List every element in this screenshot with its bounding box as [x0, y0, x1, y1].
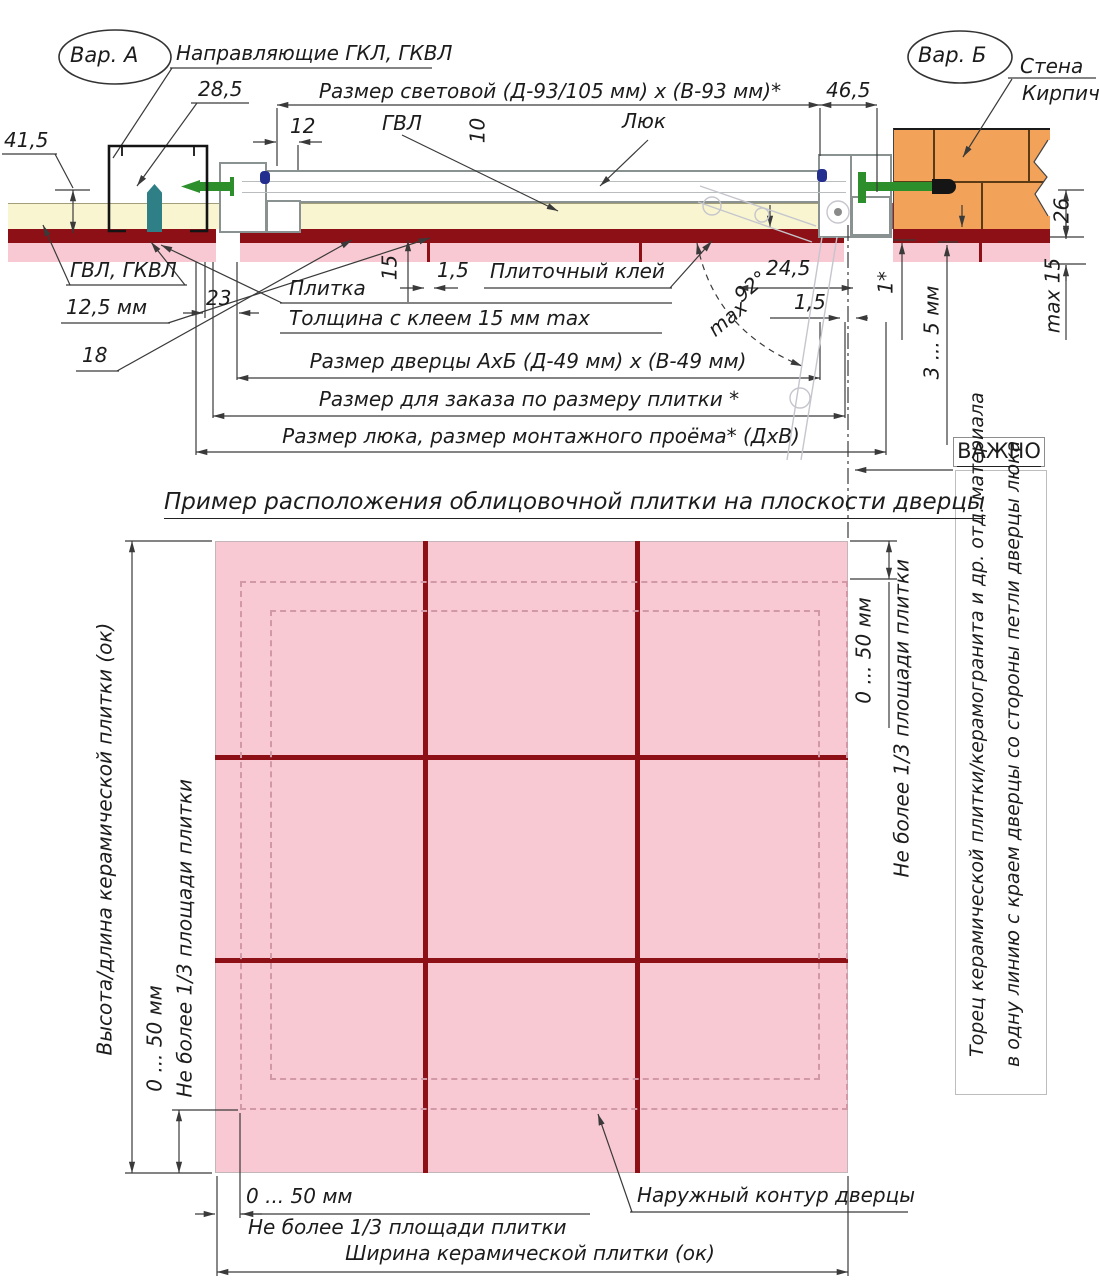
- important-title: ВАЖНО: [953, 440, 1045, 463]
- dim-23: 23: [206, 286, 232, 310]
- tile-layout-title: [164, 489, 986, 515]
- important-note-line1: Торец керамической плитки/керамогранита и др. отд. материала: [966, 392, 989, 1057]
- variant-a-label: Вар. А: [70, 43, 139, 67]
- offset-label-left: 0 ... 50 мм: [142, 985, 167, 1092]
- third-rule-label-left: Не более 1/3 площади плитки: [172, 778, 197, 1098]
- dim-18: 18: [82, 343, 108, 367]
- order-size-label: Размер для заказа по размеру плитки *: [318, 387, 740, 411]
- dim-24-5: 24,5: [766, 256, 811, 280]
- light-size-label: Размер световой (Д-93/105 мм) х (В-93 мм)*: [318, 79, 782, 103]
- third-rule-label-bottom: Не более 1/3 площади плитки: [248, 1215, 567, 1239]
- door-size-label: Размер дверцы АхБ (Д-49 мм) х (В-49 мм): [309, 349, 747, 373]
- offset-label-right: 0 ... 50 мм: [851, 597, 876, 704]
- dim-28-5: 28,5: [198, 77, 243, 101]
- dim-92deg: 92°: [729, 265, 772, 307]
- dim-1-5-edge: 1,5: [794, 290, 826, 314]
- dim-92deg-max: max: [703, 294, 752, 342]
- gkl-track-profile: [109, 146, 207, 231]
- gvl-gkvl-label: ГВЛ, ГКВЛ: [70, 258, 177, 282]
- outer-contour-label: Наружный контур дверцы: [637, 1183, 916, 1207]
- hatch-label: Люк: [622, 109, 666, 133]
- tile-height-label: Высота/длина керамической плитки (ок): [92, 622, 117, 1056]
- tile-layout-title-text: Пример расположения облицовочной плитки на плоскости дверцы: [164, 489, 985, 519]
- dim-12: 12: [290, 114, 316, 138]
- guides-label: Направляющие ГКЛ, ГКВЛ: [176, 41, 453, 65]
- tile-label: Плитка: [289, 276, 366, 300]
- hatch-size-label: Размер люка, размер монтажного проёма* (ДхВ): [282, 424, 800, 448]
- glue-thickness-label: Толщина с клеем 15 мм max: [289, 306, 590, 330]
- dim-max15: max 15: [1040, 257, 1065, 334]
- tile-glue-label: Плиточный клей: [490, 259, 665, 283]
- wall-label-line1: Стена: [1020, 54, 1084, 78]
- dim-46-5: 46,5: [826, 78, 871, 102]
- third-rule-label-right: Не более 1/3 площади плитки: [889, 558, 914, 878]
- dim-10: 10: [465, 117, 490, 144]
- wall-label-line2: Кирпич: [1022, 81, 1100, 105]
- dim-41-5: 41,5: [4, 128, 49, 152]
- dim-1-5-joint: 1,5: [437, 258, 469, 282]
- dim-26: 26: [1049, 197, 1074, 224]
- dim-1star: 1*: [873, 271, 898, 294]
- gvl-label: ГВЛ: [382, 111, 422, 135]
- dim-12-5: 12,5 мм: [66, 295, 148, 319]
- important-note-line2: в одну линию с краем дверцы со стороны петли дверцы люка: [1002, 440, 1025, 1067]
- dim-15: 15: [377, 254, 402, 281]
- variant-b-label: Вар. Б: [918, 43, 987, 67]
- tile-width-label: Ширина керамической плитки (ок): [345, 1241, 715, 1265]
- offset-label-bottom: 0 ... 50 мм: [246, 1184, 353, 1208]
- dim-3-5mm: 3 ... 5 мм: [919, 285, 944, 380]
